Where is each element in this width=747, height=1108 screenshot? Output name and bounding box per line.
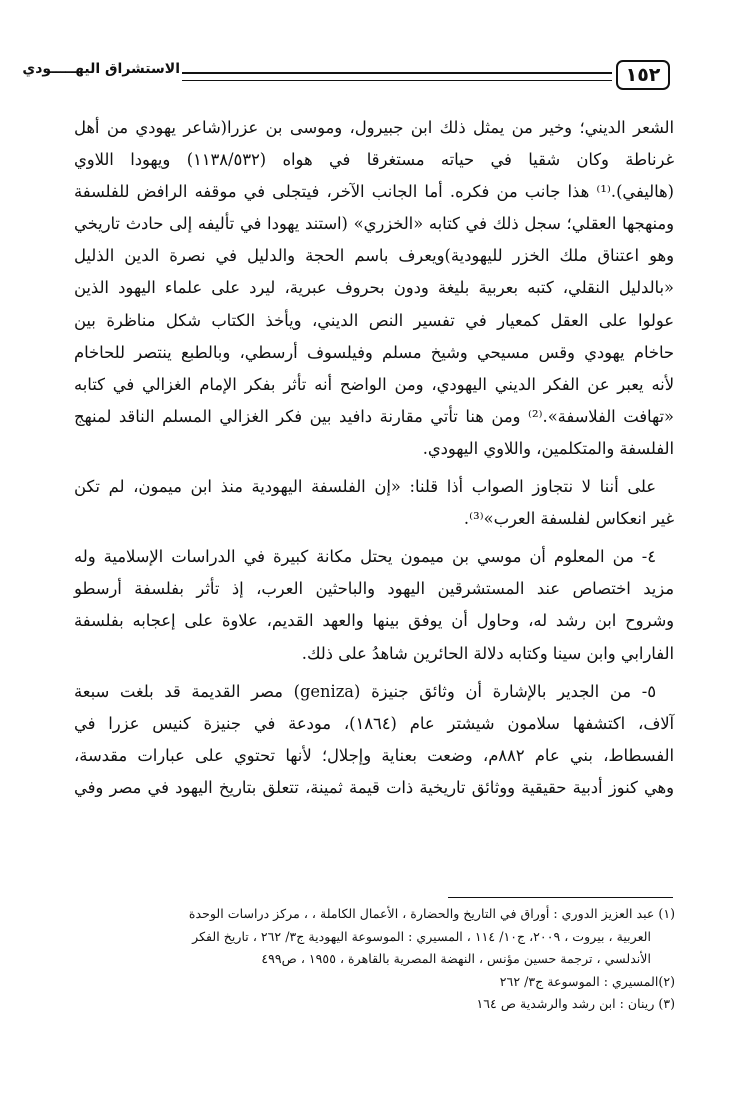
- text-line: الفلسفة والمتكلمين، واللاوي اليهودي.: [422, 438, 674, 458]
- text-line: ومنهجها العقلي؛ سجل ذلك في كتابه «الخزري» (استند يهودا في تأليفه إلى حادث تاريخي: [74, 214, 674, 234]
- text-line: على أننا لا نتجاوز الصواب أذا قلنا: «إن الفلسفة اليهودية منذ ابن ميمون، لم تكن: [74, 477, 656, 497]
- footnote-separator: [448, 897, 673, 898]
- footnote-1: (١) عبد العزيز الدوري : أوراق في التاريخ والحضارة ، الأعمال الكاملة ، ، مركز دراسات الوحدة: [188, 906, 675, 921]
- text-line: الفسطاط، بني عام ٨٨٢م، وضعت بعناية وإجلال؛ لأنها تحتوي على عبارات مقدسة،: [74, 745, 675, 765]
- text-line: وهي كنوز أدبية حقيقية ووثائق تاريخية ذات قيمة ثمينة، تتعلق بتاريخ اليهود في مصر وفي: [74, 777, 674, 797]
- text-line: حاخام يهودي وقس مسيحي وشيخ مسلم وفيلسوف أرسطي، وبالطبع ينتصر للحاخام: [74, 342, 674, 362]
- running-header: [22, 58, 670, 98]
- text-line: لأنه يعبر عن الفكر الديني اليهودي، ومن الواضح أنه تأثر بفكر الإمام الغزالي في كتابه: [74, 374, 674, 394]
- text-line: (هاليفي).⁽¹⁾ هذا جانب من فكره. أما الجانب الآخر، فيتجلى في موقفه الرافض للفلسفة: [74, 182, 674, 202]
- footnote-1-continued: العربية ، بيروت ، ٢٠٠٩، ج١٠/ ١١٤ ، المسيري : الموسوعة اليهودية ج٣/ ٢٦٢ ، تاريخ الفكر: [192, 928, 651, 944]
- footnote-3: (٣) رينان : ابن رشد والرشدية ص ١٦٤: [476, 996, 675, 1012]
- text-line: وهو اعتناق ملك الخزر لليهودية)ويعرف باسم الحجة والدليل في نصرة الدين الذليل: [74, 246, 674, 266]
- main-text: [74, 112, 674, 804]
- text-line: الشعر الديني؛ وخير من يمثل ذلك ابن جبيرول، وموسى بن عزرا(شاعر يهودي من أهل: [74, 118, 674, 137]
- footnotes: [70, 903, 675, 1016]
- text-line: وشروح ابن رشد له، وحاول أن يوفق بينها والعهد القديم، علاوة على إعجابه بفلسفة: [74, 611, 674, 631]
- text-line: الفارابي وابن سينا وكتابه دلالة الحائرين شاهدُ على ذلك.: [301, 643, 674, 663]
- running-title: الاستشراق اليهـــــودي: [22, 61, 180, 77]
- header-rule: [182, 72, 612, 74]
- text-line: ٤- من المعلوم أن موسي بن ميمون يحتل مكانة كبيرة في الدراسات الإسلامية وله: [74, 547, 656, 567]
- text-line: آلاف، اكتشفها سلامون شيشتر عام (١٨٦٤)، مودعة في جنيزة كنيس عزرا في: [74, 713, 675, 733]
- page-number: ١٥٢: [616, 60, 670, 90]
- header-rule-thin: [182, 80, 612, 81]
- text-line: مزيد اختصاص عند المستشرقين اليهود والباحثين العرب، إذ تأثر بفلسفة أرسطو: [74, 579, 674, 599]
- text-line: غير انعكاس لفلسفة العرب»⁽³⁾.: [463, 509, 674, 529]
- footnote-1-continued: الأندلسي ، ترجمة حسين مؤنس ، النهضة المصرية بالقاهرة ، ١٩٥٥ ، ص٤٩٩: [261, 951, 651, 967]
- text-line: عولوا على العقل كمعيار في تفسير النص الديني، ويأخذ الكتاب شكل مناظرة بين: [74, 310, 674, 330]
- text-line: ٥- من الجدير بالإشارة أن وثائق جنيزة (geniza) مصر القديمة قد بلغت سبعة: [74, 681, 656, 701]
- footnote-2: (٢)المسيري : الموسوعة ج٣/ ٢٦٢: [499, 973, 675, 989]
- text-line: «تهافت الفلاسفة».⁽²⁾ ومن هنا تأتي مقارنة دافيد بين فكر الغزالي المسلم الناقد لمنهج: [74, 406, 674, 426]
- text-line: «بالدليل النقلي، كتبه بعربية بليغة ودون بحروف عبرية، ليرد على علماء اليهود الذين: [74, 278, 674, 298]
- text-line: غرناطة وكان شقيا في حياته مستغرقا في هواه (١١٣٨/٥٣٢) ويهودا اللاوي: [74, 150, 674, 170]
